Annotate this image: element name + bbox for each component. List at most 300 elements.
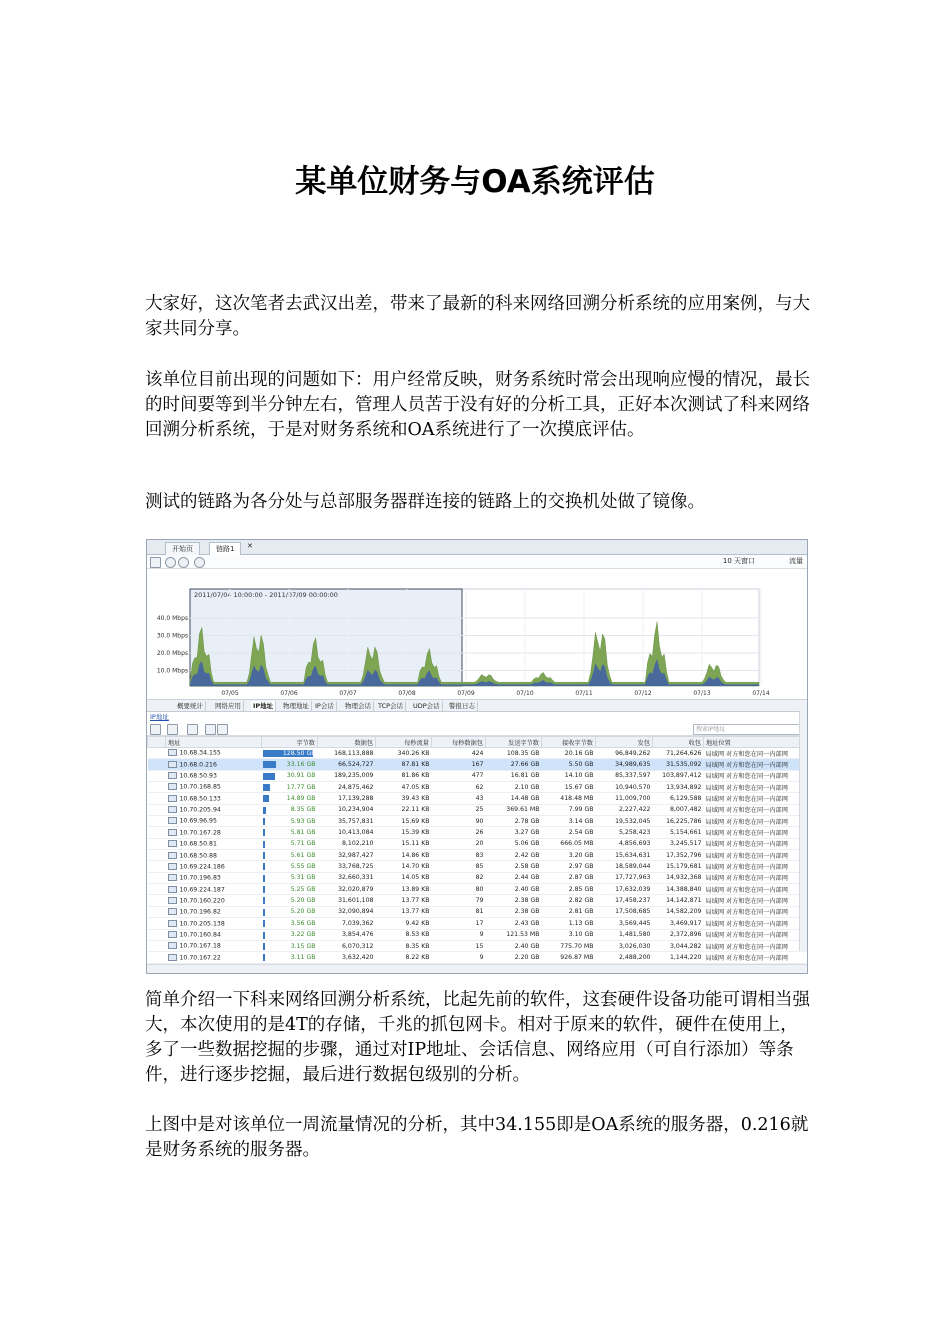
location-cell: 局域网 对方和您在同一内部网 [704,782,806,793]
y-tick-label: 20.0 Mbps [156,650,188,657]
bytes-bar [263,897,265,904]
bps-cell: 15.11 KB [376,838,432,849]
subtab-ip[interactable]: IP地址 [251,701,276,711]
row-select-cell[interactable] [148,793,166,804]
recv-bytes-cell: 2.97 GB [542,861,596,872]
row-select-cell[interactable] [148,861,166,872]
export-icon[interactable] [150,724,161,735]
bytes-bar [263,943,265,950]
recv-packets-cell: 103,897,412 [653,770,704,781]
subtab-udp-session[interactable]: UDP会话 [411,701,443,711]
location-cell: 局域网 对方和您在同一内部网 [704,872,806,883]
host-icon [168,897,177,904]
address-cell [166,861,262,872]
bytes-text: 5.25 GB [290,885,316,893]
host-icon [168,829,177,836]
recv-bytes-cell: 2.87 GB [542,872,596,883]
sent-bytes-cell: 2.40 GB [486,940,542,951]
location-cell: 局域网 对方和您在同一内部网 [704,838,806,849]
recv-bytes-cell: 3.10 GB [542,929,596,940]
chart-icon[interactable] [205,724,216,735]
bytes-bar [263,829,265,836]
recv-packets-cell: 14,582,209 [653,906,704,917]
table-row[interactable] [148,861,806,872]
packets-cell: 32,660,331 [318,872,376,883]
sent-bytes-cell: 14.48 GB [486,793,542,804]
location-cell: 局域网 对方和您在同一内部网 [704,884,806,895]
find-icon[interactable] [217,724,228,735]
recv-bytes-cell: 3.20 GB [542,850,596,861]
location-cell: 局域网 对方和您在同一内部网 [704,793,806,804]
subtab-mac-session[interactable]: 物理会话 [343,701,374,711]
bytes-text: 128.50 GB [282,749,316,757]
header-recv-bytes[interactable]: 接收字节数 [542,737,596,748]
host-icon [168,920,177,927]
recv-bytes-cell: 775.70 MB [542,940,596,951]
bytes-cell [262,770,318,781]
pps-cell: 20 [432,838,486,849]
sent-packets-cell: 85,337,597 [596,770,653,781]
location-cell: 局域网 对方和您在同一内部网 [704,759,806,770]
table-row[interactable] [148,918,806,929]
address-text: 10.70.196.82 [179,908,221,916]
bps-cell: 13.89 KB [376,884,432,895]
pps-cell: 9 [432,929,486,940]
bps-cell: 14.70 KB [376,861,432,872]
address-text: 10.70.167.22 [179,954,221,962]
sent-packets-cell: 34,989,635 [596,759,653,770]
bytes-bar [263,909,265,916]
bytes-cell [262,748,318,759]
selection-label: 2011/07/04 10:00:00 - 2011/07/09 00:00:00 [194,591,338,599]
address-cell [166,827,262,838]
x-tick-label: 07/05 [221,690,239,697]
bps-cell: 8.22 KB [376,952,432,963]
table-row[interactable] [148,838,806,849]
sent-bytes-cell: 2.78 GB [486,816,542,827]
bytes-cell [262,861,318,872]
bps-cell: 8.53 KB [376,929,432,940]
header-blank [148,737,166,748]
header-bytes[interactable]: 字节数 [262,737,318,748]
table-row[interactable] [148,940,806,951]
recv-packets-cell: 16,225,786 [653,816,704,827]
bytes-bar [263,795,269,802]
recv-bytes-cell: 1.13 GB [542,918,596,929]
pps-cell: 43 [432,793,486,804]
bps-cell: 14.86 KB [376,850,432,861]
recv-bytes-cell: 666.05 MB [542,838,596,849]
bytes-text: 30.91 GB [286,772,316,780]
sent-bytes-cell: 2.44 GB [486,872,542,883]
address-cell [166,770,262,781]
subtab-summary[interactable]: 概要统计 [175,701,206,711]
subtab-alerts[interactable]: 警报日志 [447,701,478,711]
recv-bytes-cell: 418.48 MB [542,793,596,804]
bytes-cell [262,793,318,804]
header-address[interactable]: 地址 [166,737,262,748]
x-tick-label: 07/12 [634,690,652,697]
columns-icon[interactable] [187,724,198,735]
row-select-cell[interactable] [148,759,166,770]
table-row[interactable] [148,816,806,827]
row-select-cell[interactable] [148,770,166,781]
bytes-bar [263,886,265,893]
mirror-paragraph: 测试的链路为各分处与总部服务器群连接的链路上的交换机处做了镜像。 [145,492,705,512]
header-bps[interactable]: 每秒流量 [376,737,432,748]
sent-packets-cell: 18,589,044 [596,861,653,872]
address-text: 10.68.0.216 [179,761,217,769]
address-cell [166,929,262,940]
recv-bytes-cell: 3.14 GB [542,816,596,827]
sent-packets-cell: 4,856,693 [596,838,653,849]
recv-packets-cell: 14,388,840 [653,884,704,895]
sent-bytes-cell: 121.53 MB [486,929,542,940]
pps-cell: 26 [432,827,486,838]
packets-cell: 7,039,362 [318,918,376,929]
sent-packets-cell: 17,508,685 [596,906,653,917]
address-cell [166,838,262,849]
refresh-icon[interactable] [194,557,205,568]
location-cell: 局域网 对方和您在同一内部网 [704,816,806,827]
host-icon [168,874,177,881]
row-select-cell[interactable] [148,782,166,793]
table-row[interactable] [148,895,806,906]
host-icon [168,886,177,893]
search-input[interactable]: 搜索IP地址 [693,724,805,735]
address-text: 10.68.50.133 [179,795,221,803]
row-select-cell[interactable] [148,838,166,849]
pps-cell: 90 [432,816,486,827]
x-tick-label: 07/11 [575,690,593,697]
recv-packets-cell: 14,142,871 [653,895,704,906]
bytes-cell [262,827,318,838]
sent-bytes-cell: 16.81 GB [486,770,542,781]
sent-bytes-cell: 108.35 GB [486,748,542,759]
sent-packets-cell: 2,227,422 [596,804,653,815]
bps-cell: 87.81 KB [376,759,432,770]
table-row[interactable] [148,759,806,770]
table-row[interactable] [148,906,806,917]
location-cell: 局域网 对方和您在同一内部网 [704,906,806,917]
bytes-bar [263,875,265,882]
ip-table [147,736,806,964]
y-tick-label: 30.0 Mbps [156,632,188,640]
address-cell [166,816,262,827]
host-icon [168,942,177,949]
recv-bytes-cell: 15.67 GB [542,782,596,793]
tab-link1[interactable]: 链路1 [209,542,241,555]
pps-cell: 424 [432,748,486,759]
host-icon [168,772,177,779]
bytes-bar [263,784,270,791]
sent-packets-cell: 19,532,045 [596,816,653,827]
row-select-cell[interactable] [148,929,166,940]
row-select-cell[interactable] [148,906,166,917]
table-row[interactable] [148,782,806,793]
table-row[interactable] [148,804,806,815]
sent-bytes-cell: 2.40 GB [486,884,542,895]
location-cell: 局域网 对方和您在同一内部网 [704,861,806,872]
sent-packets-cell: 96,849,262 [596,748,653,759]
address-text: 10.68.50.81 [179,840,217,848]
sent-bytes-cell: 369.61 MB [486,804,542,815]
list-icon[interactable] [150,557,161,568]
bytes-cell [262,850,318,861]
vertical-scrollbar[interactable] [799,711,807,951]
sent-bytes-cell: 5.06 GB [486,838,542,849]
address-cell [166,906,262,917]
table-row[interactable] [148,770,806,781]
recv-bytes-cell: 5.50 GB [542,759,596,770]
header-sent-packets[interactable]: 发包 [596,737,653,748]
x-tick-label: 07/14 [752,690,770,697]
row-select-cell[interactable] [148,748,166,759]
location-cell: 局域网 对方和您在同一内部网 [704,918,806,929]
host-icon [168,783,177,790]
address-cell [166,940,262,951]
pps-cell: 167 [432,759,486,770]
address-cell [166,850,262,861]
row-select-cell[interactable] [148,827,166,838]
address-cell [166,782,262,793]
packets-cell: 17,139,288 [318,793,376,804]
address-text: 10.69.96.95 [179,817,217,825]
location-cell: 局域网 对方和您在同一内部网 [704,770,806,781]
pps-cell: 79 [432,895,486,906]
address-text: 10.68.34.155 [179,749,221,757]
address-text: 10.70.196.83 [179,874,221,882]
bytes-cell [262,906,318,917]
bytes-text: 5.55 GB [290,863,316,871]
location-cell: 局域网 对方和您在同一内部网 [704,827,806,838]
packets-cell: 3,854,476 [318,929,376,940]
location-cell: 局域网 对方和您在同一内部网 [704,952,806,963]
recv-bytes-cell: 14.10 GB [542,770,596,781]
bytes-cell [262,895,318,906]
table-row[interactable] [148,872,806,883]
recv-bytes-cell: 2.85 GB [542,884,596,895]
filter-icon[interactable] [167,724,178,735]
table-row[interactable] [148,827,806,838]
bytes-text: 3.56 GB [290,919,316,927]
sent-bytes-cell: 2.38 GB [486,895,542,906]
bps-cell: 15.39 KB [376,827,432,838]
pps-cell: 9 [432,952,486,963]
y-tick-label: 40.0 Mbps [156,615,188,622]
address-text: 10.70.167.18 [179,942,221,950]
recv-packets-cell: 6,129,588 [653,793,704,804]
sent-bytes-cell: 2.38 GB [486,906,542,917]
horizontal-scrollbar[interactable] [147,964,807,973]
recv-bytes-cell: 2.81 GB [542,906,596,917]
subtab-mac[interactable]: 物理地址 [281,701,312,711]
sent-packets-cell: 5,258,423 [596,827,653,838]
packets-cell: 32,020,879 [318,884,376,895]
time-window-select[interactable]: 10 天窗口 [722,557,755,565]
recv-packets-cell: 3,469,917 [653,918,704,929]
pps-cell: 15 [432,940,486,951]
bytes-text: 5.61 GB [290,851,316,859]
location-cell: 局域网 对方和您在同一内部网 [704,850,806,861]
tab-start[interactable]: 开始页 [165,542,200,555]
analysis-screenshot [146,539,808,974]
bytes-bar [263,841,265,848]
bytes-bar [263,863,265,870]
row-select-cell[interactable] [148,850,166,861]
bytes-text: 8.35 GB [290,806,316,814]
recv-packets-cell: 3,044,282 [653,940,704,951]
recv-bytes-cell: 2.54 GB [542,827,596,838]
forward-icon[interactable] [178,557,189,568]
pps-cell: 62 [432,782,486,793]
bps-cell: 8.35 KB [376,940,432,951]
address-cell [166,918,262,929]
location-cell: 局域网 对方和您在同一内部网 [704,895,806,906]
row-select-cell[interactable] [148,804,166,815]
host-icon [168,852,177,859]
address-text: 10.70.160.220 [179,897,225,905]
packets-cell: 6,070,312 [318,940,376,951]
table-row[interactable] [148,952,806,963]
back-icon[interactable] [165,557,176,568]
sent-packets-cell: 1,481,580 [596,929,653,940]
bytes-cell [262,816,318,827]
address-text: 10.70.205.138 [179,920,225,928]
address-text: 10.70.168.85 [179,783,221,791]
host-icon [168,795,177,802]
bytes-text: 33.16 GB [286,761,316,769]
sent-bytes-cell: 2.10 GB [486,782,542,793]
bytes-text: 5.20 GB [290,908,316,916]
row-select-cell[interactable] [148,940,166,951]
sent-bytes-cell: 2.58 GB [486,861,542,872]
recv-packets-cell: 1,144,220 [653,952,704,963]
sent-packets-cell: 17,458,237 [596,895,653,906]
conclusion-paragraph: 上图中是对该单位一周流量情况的分析，其中34.155即是OA系统的服务器，0.216就是财务系统的服务器。 [145,1115,809,1160]
table-row[interactable] [148,929,806,940]
bytes-cell [262,940,318,951]
sent-bytes-cell: 3.27 GB [486,827,542,838]
bytes-bar [263,761,276,768]
problem-paragraph: 该单位目前出现的问题如下：用户经常反映，财务系统时常会出现响应慢的情况，最长的时间要等到半分钟左右，管理人员苦于没有好的分析工具，正好本次测试了科来网络回溯分析系统，于是对财务系统和OA系统进行了一次摸底评估。 [145,370,810,440]
packets-cell: 35,757,831 [318,816,376,827]
header-sent-bytes[interactable]: 发送字节数 [486,737,542,748]
row-select-cell[interactable] [148,816,166,827]
location-cell: 局域网 对方和您在同一内部网 [704,940,806,951]
sent-bytes-cell: 27.66 GB [486,759,542,770]
intro-paragraph: 大家好，这次笔者去武汉出差，带来了最新的科来网络回溯分析系统的应用案例，与大家共同分享。 [145,294,810,339]
recv-packets-cell: 14,932,368 [653,872,704,883]
row-select-cell[interactable] [148,884,166,895]
packets-cell: 10,234,904 [318,804,376,815]
recv-bytes-cell: 926.87 MB [542,952,596,963]
bytes-bar [263,920,265,927]
header-recv-packets[interactable]: 收包 [653,737,704,748]
subtab-applications[interactable]: 网络应用 [213,701,244,711]
bytes-cell [262,952,318,963]
recv-packets-cell: 3,245,517 [653,838,704,849]
host-icon [168,908,177,915]
x-tick-label: 07/09 [457,690,475,697]
recv-packets-cell: 71,264,626 [653,748,704,759]
address-text: 10.70.160.84 [179,931,221,939]
packets-cell: 33,768,725 [318,861,376,872]
bytes-text: 5.31 GB [290,874,316,882]
metric-select[interactable]: 流量 [789,557,803,565]
sent-bytes-cell: 2.20 GB [486,952,542,963]
packets-cell: 31,601,108 [318,895,376,906]
packets-cell: 10,413,084 [318,827,376,838]
recv-bytes-cell: 2.82 GB [542,895,596,906]
packets-cell: 3,632,420 [318,952,376,963]
window-tabs [147,540,807,555]
location-cell: 局域网 对方和您在同一内部网 [704,748,806,759]
bytes-bar [263,773,275,780]
address-text: 10.68.50.93 [179,772,217,780]
recv-packets-cell: 31,535,092 [653,759,704,770]
address-cell [166,804,262,815]
row-select-cell[interactable] [148,918,166,929]
bps-cell: 9.42 KB [376,918,432,929]
traffic-chart [147,569,807,700]
recv-packets-cell: 15,179,681 [653,861,704,872]
table-row[interactable] [148,850,806,861]
sent-packets-cell: 2,488,200 [596,952,653,963]
subtab-ip-session[interactable]: IP会话 [313,701,337,711]
table-toolbar [147,722,807,736]
bytes-text: 5.81 GB [290,829,316,837]
address-cell [166,748,262,759]
close-icon[interactable]: ✕ [247,542,253,550]
x-tick-label: 07/13 [693,690,711,697]
x-tick-label: 07/10 [516,690,534,697]
bps-cell: 340.26 KB [376,748,432,759]
row-select-cell[interactable] [148,872,166,883]
table-row[interactable] [148,884,806,895]
bytes-bar [263,954,265,961]
bytes-text: 14.89 GB [286,795,316,803]
address-cell [166,872,262,883]
x-tick-label: 07/06 [280,690,298,697]
header-packets[interactable]: 数据包 [318,737,376,748]
system-intro-paragraph: 简单介绍一下科来网络回溯分析系统，比起先前的软件，这套硬件设备功能可谓相当强大，本次使用的是4T的存储，千兆的抓包网卡。相对于原来的软件，硬件在使用上，多了一些数据挖掘的步骤，通过对IP地址、会话信息、网络应用（可自行添加）等条件，进行逐步挖掘，最后进行数据包级别的分析。 [145,990,810,1085]
address-text: 10.70.205.94 [179,806,221,814]
bytes-cell [262,884,318,895]
bytes-text: 5.71 GB [290,840,316,848]
table-row[interactable] [148,793,806,804]
bps-cell: 47.05 KB [376,782,432,793]
pps-cell: 17 [432,918,486,929]
sent-packets-cell: 10,940,570 [596,782,653,793]
breadcrumb[interactable]: IP地址 [150,713,169,721]
bytes-cell [262,759,318,770]
row-select-cell[interactable] [148,895,166,906]
bytes-cell [262,929,318,940]
table-row[interactable] [148,748,806,759]
bytes-cell [262,918,318,929]
x-tick-label: 07/08 [398,690,416,697]
packets-cell: 32,090,894 [318,906,376,917]
header-location[interactable]: 地址位置 [704,737,806,748]
row-select-cell[interactable] [148,952,166,963]
header-pps[interactable]: 每秒数据包 [432,737,486,748]
table-header-row [148,737,806,748]
subtab-tcp-session[interactable]: TCP会话 [376,701,406,711]
sent-packets-cell: 17,632,039 [596,884,653,895]
bytes-cell [262,838,318,849]
address-text: 10.68.50.88 [179,852,217,860]
